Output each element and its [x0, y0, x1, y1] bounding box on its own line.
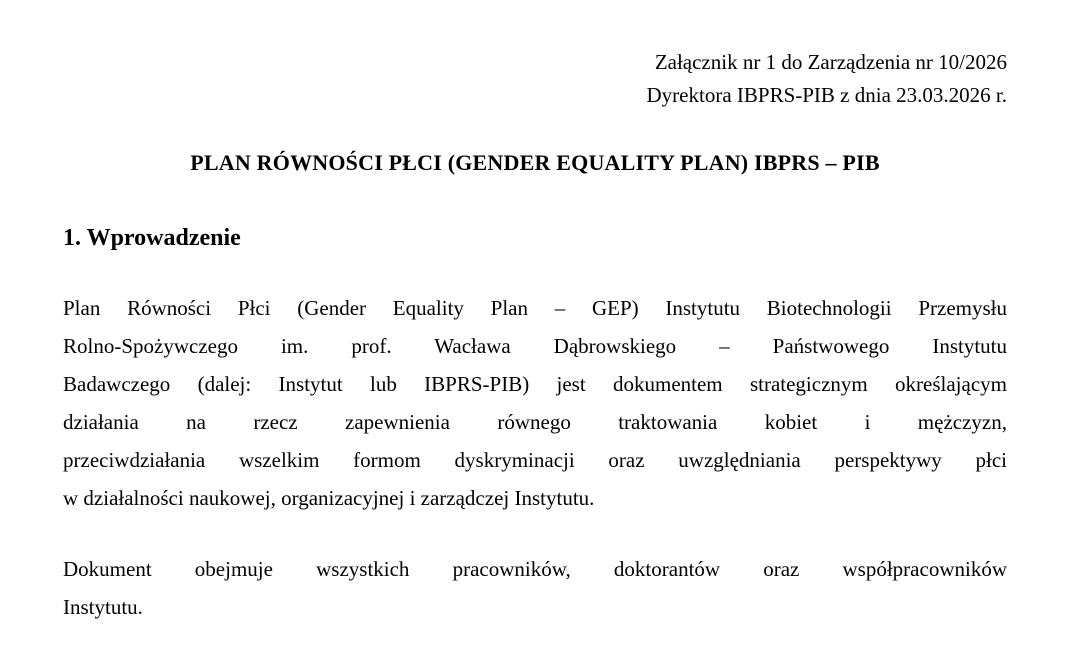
paragraph-line: Instytutu.	[63, 595, 143, 619]
paragraph-line: przeciwdziałania wszelkim formom dyskryminacji oraz uwzględniania perspektywy płci	[63, 448, 1007, 472]
section-heading-introduction: 1. Wprowadzenie	[63, 225, 241, 251]
document-title: PLAN RÓWNOŚCI PŁCI (GENDER EQUALITY PLAN) IBPRS – PIB	[190, 150, 880, 175]
paragraph	[63, 550, 1007, 626]
document-header	[63, 46, 1007, 112]
paragraph-line: Plan Równości Płci (Gender Equality Plan – GEP) Instytutu Biotechnologii Przemysłu	[63, 296, 1007, 320]
paragraph-line: działania na rzecz zapewnienia równego traktowania kobiet i mężczyzn,	[63, 410, 1007, 434]
paragraph-line: Dokument obejmuje wszystkich pracowników, doktorantów oraz współpracowników	[63, 557, 1007, 581]
paragraph	[63, 289, 1007, 517]
header-line-director: Dyrektora IBPRS-PIB z dnia 23.03.2026 r.	[646, 83, 1007, 107]
paragraph-line: Badawczego (dalej: Instytut lub IBPRS-PIB) jest dokumentem strategicznym określającym	[63, 372, 1007, 396]
body-paragraphs	[63, 289, 1007, 626]
paragraph-line: Rolno-Spożywczego im. prof. Wacława Dąbrowskiego – Państwowego Instytutu	[63, 334, 1007, 358]
header-line-attachment: Załącznik nr 1 do Zarządzenia nr 10/2026	[654, 50, 1007, 74]
paragraph-line: w działalności naukowej, organizacyjnej i zarządczej Instytutu.	[63, 486, 595, 510]
